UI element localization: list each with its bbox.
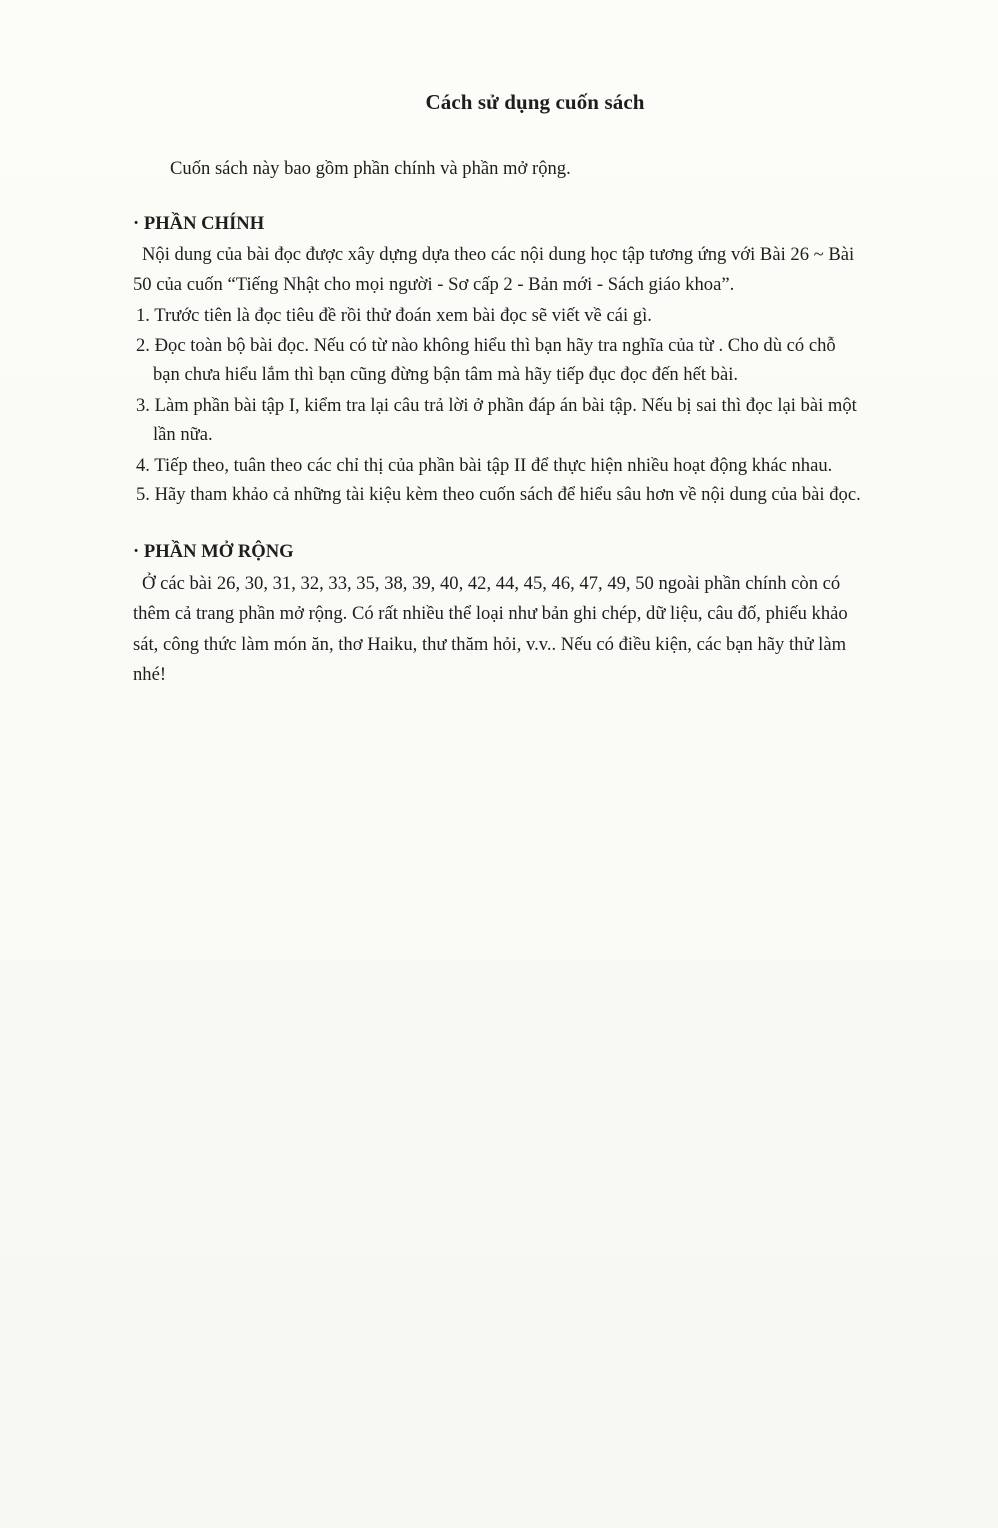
step-1-text: 1. Trước tiên là đọc tiêu đề rồi thử đoán xem bài đọc sẽ viết về cái gì. [136,305,652,326]
step-3-text: 3. Làm phần bài tập I, kiểm tra lại câu trả lời ở phần đáp án bài tập. Nếu bị sai thì đọc lại bài một [136,395,857,416]
extension-text-line: nhé! [133,664,167,685]
main-section-heading: · PHẦN CHÍNH [133,213,265,234]
step-2-text: 2. Đọc toàn bộ bài đọc. Nếu có từ nào không hiểu thì bạn hãy tra nghĩa của từ . Cho dù có chỗ [136,335,836,356]
step-3-text-cont: lần nữa. [153,424,213,445]
extension-text-line: sát, công thức làm món ăn, thơ Haiku, thư thăm hỏi, v.v.. Nếu có điều kiện, các bạn hãy thử làm [133,634,847,655]
intro-text: Cuốn sách này bao gồm phần chính và phần mở rộng. [170,158,571,179]
page-title: Cách sử dụng cuốn sách [425,90,645,114]
main-section-desc-line: Nội dung của bài đọc được xây dựng dựa theo các nội dung học tập tương ứng với Bài 26 ~ Bài [142,244,855,265]
main-section-desc-line: 50 của cuốn “Tiếng Nhật cho mọi người - Sơ cấp 2 - Bản mới - Sách giáo khoa”. [133,274,735,295]
extension-text-line: thêm cả trang phần mở rộng. Có rất nhiều thể loại như bản ghi chép, dữ liệu, câu đố, phiếu khảo [133,603,848,624]
extension-text-line: Ở các bài 26, 30, 31, 32, 33, 35, 38, 39, 40, 42, 44, 45, 46, 47, 49, 50 ngoài phần chính còn có [142,573,841,594]
extension-section-heading: · PHẦN MỞ RỘNG [133,541,294,562]
step-2-text-cont: bạn chưa hiểu lắm thì bạn cũng đừng bận tâm mà hãy tiếp đục đọc đến hết bài. [153,364,739,385]
step-4-text: 4. Tiếp theo, tuân theo các chỉ thị của phần bài tập II để thực hiện nhiều hoạt động khác nhau. [136,455,833,476]
step-5-text: 5. Hãy tham khảo cả những tài kiệu kèm theo cuốn sách để hiểu sâu hơn về nội dung của bài đọc. [136,484,861,505]
